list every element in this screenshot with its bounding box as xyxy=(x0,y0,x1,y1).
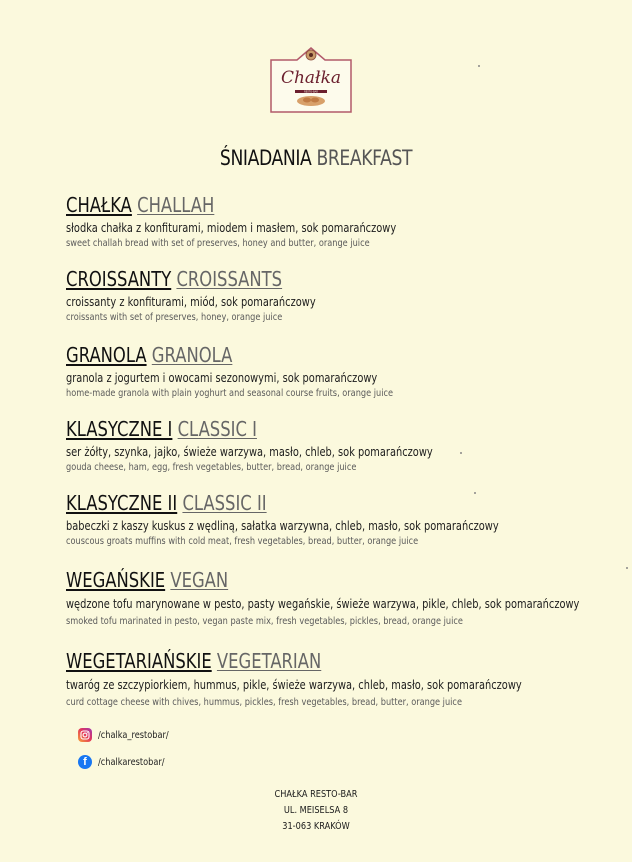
menu-item-vegetarian xyxy=(66,650,626,710)
scan-speck xyxy=(474,492,476,494)
item-title-pl: KLASYCZNE I xyxy=(66,417,173,441)
address-street: UL. MEISELSA 8 xyxy=(283,805,349,816)
instagram-handle[interactable]: /chalka_restobar/ xyxy=(98,729,169,741)
instagram-link[interactable] xyxy=(78,728,184,742)
item-desc-pl: słodka chałka z konfiturami, miodem i masłem, sok pomarańczowy xyxy=(66,221,397,235)
menu-item-croissants xyxy=(66,268,626,325)
heading-pl: ŚNIADANIA xyxy=(219,146,312,170)
item-desc-en: home-made granola with plain yoghurt and seasonal course fruits, orange juice xyxy=(66,388,394,399)
item-title xyxy=(66,418,525,440)
address-name: CHAŁKA RESTO-BAR xyxy=(274,789,358,800)
item-desc-en: smoked tofu marinated in pesto, vegan paste mix, fresh vegetables, pickles, bread, orange juice xyxy=(66,616,463,627)
scan-speck xyxy=(478,65,480,67)
menu-item-granola xyxy=(66,344,626,401)
item-desc-pl: ser żółty, szynka, jajko, świeże warzywa, masło, chleb, sok pomarańczowy xyxy=(66,445,433,459)
item-title-en: CLASSIC II xyxy=(182,491,267,515)
item-title-en: VEGETARIAN xyxy=(216,649,322,673)
item-desc-en: gouda cheese, ham, egg, fresh vegetables, butter, bread, orange juice xyxy=(66,462,357,473)
item-desc-en: sweet challah bread with set of preserves, honey and butter, orange juice xyxy=(66,238,370,249)
logo-text: Chałka xyxy=(280,68,342,88)
address-block xyxy=(0,787,632,835)
item-title-pl: CHAŁKA xyxy=(66,193,132,217)
heading-en: BREAKFAST xyxy=(316,146,413,170)
item-title-pl: WEGETARIAŃSKIE xyxy=(66,649,212,673)
item-desc-pl: twaróg ze szczypiorkiem, hummus, pikle, świeże warzywa, chleb, masło, sok pomarańczowy xyxy=(66,678,522,692)
item-desc-pl: granola z jogurtem i owocami sezonowymi, sok pomarańczowy xyxy=(66,371,378,385)
facebook-icon: f xyxy=(78,755,92,769)
item-desc-pl: croissanty z konfiturami, miód, sok pomarańczowy xyxy=(66,295,316,309)
item-title xyxy=(66,650,525,672)
logo-small-text: RESTO-BAR xyxy=(304,90,318,94)
address-city: 31-063 KRAKÓW xyxy=(282,821,350,832)
item-title-en: CROISSANTS xyxy=(176,267,283,291)
item-title xyxy=(66,492,525,514)
item-desc-en: croissants with set of preserves, honey, orange juice xyxy=(66,312,283,323)
section-heading xyxy=(57,146,575,170)
menu-item-challah xyxy=(66,194,626,251)
item-title-pl: GRANOLA xyxy=(66,343,147,367)
item-desc-en: curd cottage cheese with chives, hummus, pickles, fresh vegetables, bread, butter, orange juice xyxy=(66,697,462,708)
item-desc-pl: wędzone tofu marynowane w pesto, pasty wegańskie, świeże warzywa, pikle, chleb, sok pomarańczowy xyxy=(66,597,580,611)
item-title xyxy=(66,569,525,591)
menu-item-vegan xyxy=(66,569,626,629)
item-title-en: CHALLAH xyxy=(137,193,215,217)
item-title-en: CLASSIC I xyxy=(177,417,257,441)
menu-item-classic-2 xyxy=(66,492,626,549)
chalka-logo xyxy=(267,42,355,114)
item-title xyxy=(66,268,525,290)
item-title-pl: CROISSANTY xyxy=(66,267,172,291)
item-title xyxy=(66,344,525,366)
facebook-link[interactable] xyxy=(78,755,179,769)
item-title xyxy=(66,194,525,216)
item-title-pl: WEGAŃSKIE xyxy=(66,568,166,592)
scan-speck xyxy=(626,567,628,569)
item-desc-pl: babeczki z kaszy kuskus z wędliną, sałatka warzywna, chleb, masło, sok pomarańczowy xyxy=(66,519,499,533)
facebook-handle[interactable]: /chalkarestobar/ xyxy=(98,756,165,768)
item-desc-en: couscous groats muffins with cold meat, fresh vegetables, bread, butter, orange juice xyxy=(66,536,419,547)
item-title-en: GRANOLA xyxy=(151,343,233,367)
scan-speck xyxy=(460,452,462,454)
item-title-pl: KLASYCZNE II xyxy=(66,491,178,515)
menu-item-classic-1 xyxy=(66,418,626,475)
instagram-icon xyxy=(78,728,92,742)
item-title-en: VEGAN xyxy=(170,568,229,592)
